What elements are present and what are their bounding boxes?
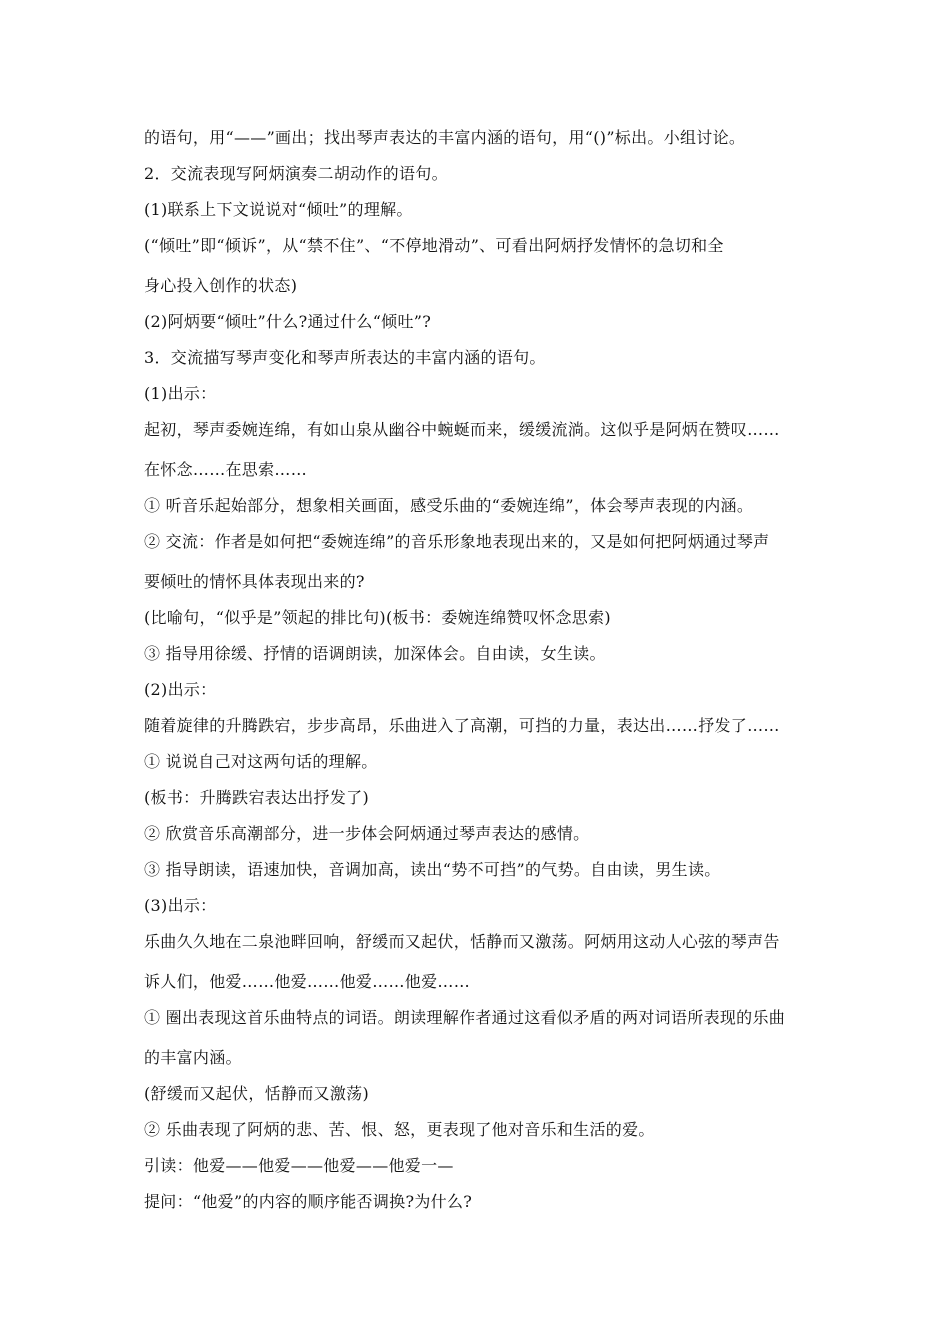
text-line: 的丰富内涵。 — [144, 1048, 242, 1067]
text-line: (1)出示： — [144, 384, 217, 403]
text-line: (2)阿炳要“倾吐”什么?通过什么“倾吐”? — [144, 312, 432, 331]
text-line: (2)出示： — [144, 680, 217, 699]
text-line: 提问：“他爱”的内容的顺序能否调换?为什么? — [144, 1192, 473, 1211]
text-line: (舒缓而又起伏，恬静而又激荡) — [144, 1084, 369, 1103]
text-line: 3．交流描写琴声变化和琴声所表达的丰富内涵的语句。 — [144, 348, 546, 367]
text-line: (1)联系上下文说说对“倾吐”的理解。 — [144, 200, 413, 219]
text-line: ② 欣赏音乐高潮部分，进一步体会阿炳通过琴声表达的感情。 — [144, 824, 590, 843]
text-line: 乐曲久久地在二泉池畔回响，舒缓而又起伏，恬静而又激荡。阿炳用这动人心弦的琴声告 — [144, 932, 780, 951]
text-line: (3)出示： — [144, 896, 217, 915]
text-line: 的语句，用“——”画出；找出琴声表达的丰富内涵的语句，用“()”标出。小组讨论。 — [144, 128, 746, 147]
text-line: 起初，琴声委婉连绵，有如山泉从幽谷中蜿蜒而来，缓缓流淌。这似乎是阿炳在赞叹…… — [144, 420, 780, 439]
text-line: 在怀念……在思索…… — [144, 460, 308, 479]
text-line: ① 说说自己对这两句话的理解。 — [144, 752, 378, 771]
text-line: ① 听音乐起始部分，想象相关画面，感受乐曲的“委婉连绵”，体会琴声表现的内涵。 — [144, 496, 754, 515]
text-line: ② 交流：作者是如何把“委婉连绵”的音乐形象地表现出来的，又是如何把阿炳通过琴声 — [144, 532, 770, 551]
text-line: (板书：升腾跌宕表达出抒发了) — [144, 788, 369, 807]
text-line: (“倾吐”即“倾诉”，从“禁不住”、“不停地滑动”、可看出阿炳抒发情怀的急切和全 — [144, 236, 724, 255]
text-line: ③ 指导用徐缓、抒情的语调朗读，加深体会。自由读，女生读。 — [144, 644, 606, 663]
text-line: (比喻句，“似乎是”领起的排比句)(板书：委婉连绵赞叹怀念思索) — [144, 608, 611, 627]
text-line: 2．交流表现写阿炳演奏二胡动作的语句。 — [144, 164, 448, 183]
text-line: 身心投入创作的状态) — [144, 276, 298, 295]
text-line: ② 乐曲表现了阿炳的悲、苦、恨、怒，更表现了他对音乐和生活的爱。 — [144, 1120, 655, 1139]
text-line: 随着旋律的升腾跌宕，步步高昂，乐曲进入了高潮，可挡的力量，表达出……抒发了…… — [144, 716, 780, 735]
text-line: 诉人们，他爱……他爱……他爱……他爱…… — [144, 972, 471, 991]
text-line: ① 圈出表现这首乐曲特点的词语。朗读理解作者通过这看似矛盾的两对词语所表现的乐曲 — [144, 1008, 786, 1027]
text-line: ③ 指导朗读，语速加快，音调加高，读出“势不可挡”的气势。自由读，男生读。 — [144, 860, 721, 879]
text-line: 要倾吐的情怀具体表现出来的? — [144, 572, 365, 591]
text-line: 引读：他爱——他爱——他爱——他爱一— — [144, 1156, 454, 1175]
